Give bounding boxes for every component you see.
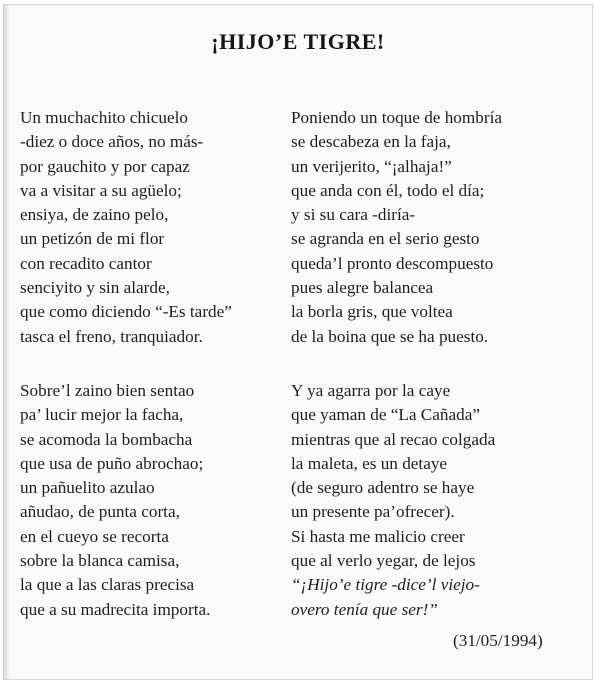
verse-line: Un muchachito chicuelo — [20, 108, 188, 127]
verse-line: que al verlo yegar, de lejos — [291, 551, 476, 571]
verse-line: se descabeza en la faja, — [291, 132, 451, 152]
verse-line: queda’l pronto descompuesto — [291, 253, 494, 273]
verse-line: pues alegre balancea — [291, 278, 434, 298]
verse-line: la que a las claras precisa — [20, 575, 195, 595]
verse-line: que yaman de “La Cañada” — [291, 405, 480, 425]
verse-line: añudao, de punta corta, — [20, 502, 180, 522]
verse-line: mientras que al recao colgada — [291, 429, 496, 449]
verse-line: (de seguro adentro se haye — [291, 478, 475, 498]
poem-title: ¡HIJO’E TIGRE! — [211, 29, 385, 54]
verse-line: y si su cara -diría- — [291, 205, 416, 225]
verse-line: va a visitar a su agüelo; — [20, 180, 182, 200]
verse-line-italic: overo tenía que ser!” — [291, 599, 438, 619]
verse-line: que usa de puño abrochao; — [20, 453, 204, 473]
verse-line: que anda con él, todo el día; — [291, 180, 485, 200]
verse-line: se agranda en el serio gesto — [291, 229, 480, 249]
verse-line: se acomoda la bombacha — [20, 429, 193, 449]
verse-line: senciyito y sin alarde, — [20, 278, 170, 298]
verse-line: un verijerito, “¡alhaja!” — [291, 156, 452, 176]
stanza-1 — [20, 106, 232, 349]
verse-line: Poniendo un toque de hombría — [291, 108, 502, 127]
verse-line: que como diciendo “-Es tarde” — [20, 302, 232, 322]
stanza-2 — [291, 106, 502, 349]
verse-line: en el cueyo se recorta — [20, 526, 169, 546]
page-gutter-shadow — [4, 5, 10, 679]
verse-line: que a su madrecita importa. — [20, 599, 211, 619]
verse-line: ensiya, de zaino pelo, — [20, 205, 169, 225]
verse-line: la maleta, es un detaye — [291, 453, 448, 473]
verse-line: con recadito cantor — [20, 253, 152, 273]
verse-line: por gauchito y por capaz — [20, 156, 190, 176]
verse-line: Sobre’l zaino bien sentao — [20, 381, 195, 400]
verse-line: Y ya agarra por la caye — [291, 381, 451, 400]
verse-line-italic: “¡Hijo’e tigre -dice’l viejo- — [291, 575, 480, 595]
verse-line: -diez o doce años, no más- — [20, 132, 204, 152]
verse-line: Si hasta me malicio creer — [291, 526, 465, 546]
poem-date: (31/05/1994) — [453, 631, 543, 650]
verse-line: un presente pa’ofrecer). — [291, 502, 455, 522]
verse-line: un petizón de mi flor — [20, 229, 165, 249]
stanza-3 — [20, 379, 210, 622]
verse-line: pa’ lucir mejor la facha, — [20, 405, 184, 425]
verse-line: tasca el freno, tranquiador. — [20, 326, 203, 346]
verse-line: un pañuelito azulao — [20, 478, 155, 498]
book-page — [3, 4, 593, 680]
verse-line: la borla gris, que voltea — [291, 302, 453, 322]
verse-line: de la boina que se ha puesto. — [291, 326, 489, 346]
verse-line: sobre la blanca camisa, — [20, 551, 180, 571]
stanza-4 — [291, 379, 495, 622]
